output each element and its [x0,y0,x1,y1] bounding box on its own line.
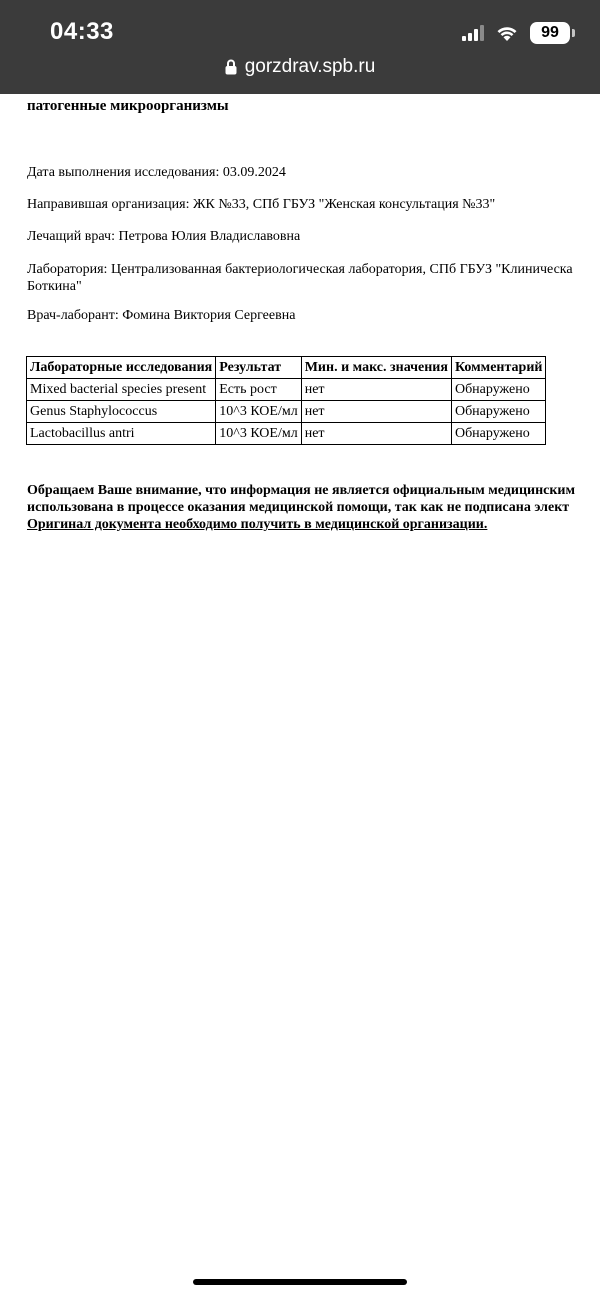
cell-comment: Обнаружено [451,401,546,423]
attending-doctor: Лечащий врач: Петрова Юлия Владиславовна [27,229,301,244]
url-text[interactable]: gorzdrav.spb.ru [244,56,376,77]
cellular-signal-icon [462,25,484,41]
referring-organization: Направившая организация: ЖК №33, СПб ГБУЗ "Женская консультация №33" [27,197,496,212]
lock-icon [225,59,237,75]
lab-doctor: Врач-лаборант: Фомина Виктория Сергеевна [27,308,296,323]
status-time: 04:33 [50,18,114,45]
laboratory-line-1: Лаборатория: Централизованная бактериологическая лаборатория, СПб ГБУЗ "Клиническа [27,262,573,277]
cell-comment: Обнаружено [451,379,546,401]
battery-icon [530,22,570,44]
notice-line-2: использована в процессе оказания медицинской помощи, так как не подписана элект [27,500,570,515]
cell-range: нет [301,379,451,401]
header-research: Лабораторные исследования [27,357,216,379]
document-page [0,94,600,1298]
home-indicator[interactable] [193,1279,407,1285]
cell-comment: Обнаружено [451,423,546,445]
address-bar[interactable] [0,56,600,78]
header-comment: Комментарий [451,357,546,379]
battery-level: 99 [541,24,559,41]
table-header-row [27,357,546,379]
results-table [26,356,546,445]
cell-result: Есть рост [216,379,301,401]
study-date: Дата выполнения исследования: 03.09.2024 [27,165,286,180]
laboratory-line-2: Боткина" [27,279,82,294]
browser-top-bar [0,0,600,94]
cell-research: Lactobacillus antri [27,423,216,445]
disclaimer-notice [27,482,575,533]
table-row [27,379,546,401]
cell-range: нет [301,423,451,445]
cell-research: Mixed bacterial species present [27,379,216,401]
cell-result: 10^3 КОЕ/мл [216,423,301,445]
cell-research: Genus Staphylococcus [27,401,216,423]
table-row [27,423,546,445]
status-icons [462,20,570,46]
header-range: Мин. и макс. значения [301,357,451,379]
table-row [27,401,546,423]
cell-range: нет [301,401,451,423]
cell-result: 10^3 КОЕ/мл [216,401,301,423]
laboratory [27,261,573,295]
header-result: Результат [216,357,301,379]
notice-line-1: Обращаем Ваше внимание, что информация не является официальным медицинским [27,483,576,498]
page-title: патогенные микроорганизмы [27,98,229,114]
notice-line-3: Оригинал документа необходимо получить в медицинской организации. [27,517,488,532]
wifi-icon [496,25,518,42]
